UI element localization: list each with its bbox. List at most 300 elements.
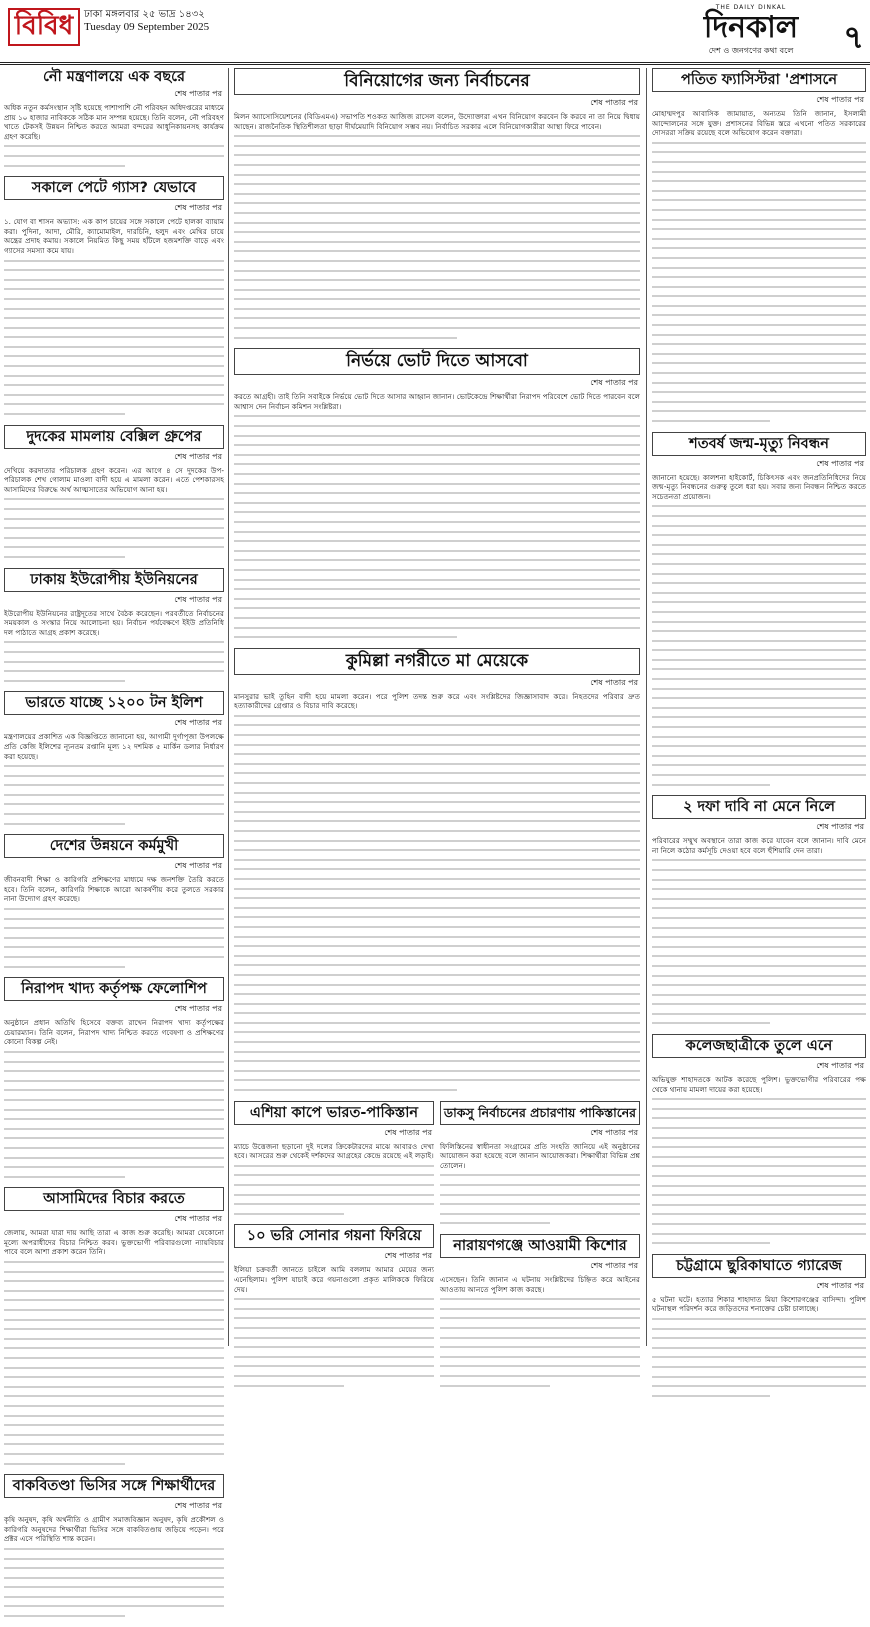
text-line: [234, 941, 640, 951]
text-line: [234, 980, 640, 990]
text-line: [652, 1161, 866, 1171]
text-filler: [652, 855, 866, 1028]
text-line: [4, 1267, 224, 1277]
text-line: [234, 546, 640, 556]
text-line: [234, 874, 640, 884]
text-line: [652, 1142, 866, 1152]
text-line: [652, 626, 866, 636]
text-line: [234, 912, 640, 922]
headline: বাকবিতণ্ডা ভিসির সঙ্গে শিক্ষার্থীদের: [4, 1474, 224, 1498]
text-line: [4, 952, 224, 962]
text-line: [652, 1113, 866, 1123]
text-line: [652, 1094, 866, 1104]
text-line: [652, 1200, 866, 1210]
continuation-label: শেষ পাতার পর: [816, 1061, 864, 1071]
text-filler: [4, 904, 224, 971]
text-line: [4, 1286, 224, 1296]
text-filler: [4, 1047, 224, 1181]
text-line: [4, 294, 224, 304]
text-line: [652, 1238, 770, 1248]
continuation-label: শেষ পাতার পর: [590, 677, 638, 687]
text-line: [234, 1047, 640, 1057]
headline: আসামিদের বিচার করতে: [4, 1187, 224, 1211]
text-line: [652, 215, 866, 225]
text-line: [440, 1294, 640, 1304]
text-line: [4, 1554, 224, 1564]
article-body: অনুষ্ঠানে প্রধান অতিথি হিসেবে বক্তব্য রাখেন নিরাপদ খাদ্য কর্তৃপক্ষের চেয়ারম্যান। তিনি বলেন, নিরাপদ খাদ্য নিশ্চিত করতে গবেষণা ও প্রশিক্ষণের কোনো বিকল্প নেই।: [4, 1018, 224, 1047]
text-line: [652, 1324, 866, 1334]
text-line: [234, 1342, 434, 1352]
text-line: [234, 1313, 434, 1323]
text-line: [4, 676, 125, 686]
text-line: [234, 421, 640, 431]
text-line: [234, 1075, 640, 1085]
continuation-label: শেষ পাতার পর: [174, 89, 222, 98]
text-line: [440, 1218, 550, 1228]
text-line: [234, 749, 640, 759]
text-line: [234, 333, 457, 343]
text-filler: [652, 1314, 866, 1400]
article-ctg: [652, 1254, 866, 1401]
text-line: [234, 1161, 434, 1171]
text-line: [234, 527, 640, 537]
text-line: [4, 1295, 224, 1305]
text-line: [652, 1391, 770, 1401]
text-line: [4, 1544, 224, 1554]
text-line: [234, 1190, 434, 1200]
headline: চট্টগ্রামে ছুরিকাঘাতে গ্যারেজ: [652, 1254, 866, 1278]
text-line: [234, 864, 640, 874]
text-line: [652, 282, 866, 292]
text-line: [234, 1294, 434, 1304]
text-line: [234, 1085, 457, 1095]
text-line: [4, 1459, 125, 1469]
continuation-label: শেষ পাতার পর: [384, 1251, 432, 1261]
text-line: [652, 732, 866, 742]
text-line: [652, 674, 866, 684]
headline: পতিত ফ্যাসিস্টরা 'প্রশাসনে: [652, 68, 866, 92]
text-line: [440, 1199, 640, 1209]
article-binioyog: [234, 68, 640, 342]
text-line: [652, 913, 866, 923]
continuation-label: শেষ পাতার পর: [384, 1127, 432, 1137]
article-body: জীবনবাদী শিক্ষা ও কারিগরি প্রশিক্ষণের মাধ্যমে দক্ষ জনশক্তি তৈরি করতে হবে। তিনি বলেন, কারিগরি শিক্ষাকে আরো আকর্ষণীয় করে তুলতে সরকার নানা উদ্যোগ গ্রহণ করেছে।: [4, 875, 224, 904]
article-body: কৃষি অনুষদ, কৃষি অর্থনীতি ও গ্রামীণ সমাজবিজ্ঞান অনুষদ, কৃষি প্রকৌশল ও কারিগরি অনুষদের শিক্ষার্থীরা ভিসির সঙ্গে বাকবিতণ্ডায় জড়িয়ে পড়েন। পরে প্রক্টর এসে পরিস্থিতি শান্ত করেন।: [4, 1515, 224, 1544]
text-line: [234, 150, 640, 160]
text-line: [652, 1314, 866, 1324]
text-line: [652, 358, 866, 368]
article-case: [4, 425, 224, 562]
masthead: [0, 0, 870, 65]
text-filler: [234, 411, 640, 641]
newspaper-logo: [676, 4, 826, 54]
text-line: [652, 578, 866, 588]
text-filler: [4, 256, 224, 419]
text-line: [4, 1047, 224, 1057]
text-filler: [440, 1294, 640, 1390]
text-line: [4, 1401, 224, 1411]
text-line: [4, 161, 125, 171]
article-body: দেখিয়ে করদাতার পরিচালক গ্রহণ করেন। এর আগে ৪ সে দুদকের উপ-পরিচালক শেখ গোলাম মাওলা বাদী হয়ে এ মামলা করেন। এতে পেশকারসহ আসামিদের বিরুদ্ধে অর্থ আত্মসাতের অভিযোগ আনা হয়।: [4, 465, 224, 494]
text-line: [4, 304, 224, 314]
article-food: [4, 977, 224, 1181]
text-line: [234, 565, 640, 575]
text-line: [234, 855, 640, 865]
text-line: [652, 224, 866, 234]
headline: নিরাপদ খাদ্য কর্তৃপক্ষ ফেলোশিপ: [4, 977, 224, 1001]
text-line: [234, 922, 640, 932]
text-line: [440, 1333, 640, 1343]
text-line: [4, 1095, 224, 1105]
text-line: [652, 147, 866, 157]
headline: ডাকসু নির্বাচনের প্রচারণায় পাকিস্তানের: [440, 1101, 640, 1125]
text-line: [4, 1334, 224, 1344]
text-line: [4, 819, 125, 829]
article-body: ইলিয়া চক্রবর্তী জানতে চাইলে আমি বললাম আমার মেয়ের জন্য এনেছিলাম। পুলিশ যাচাই করে গয়নাগুলো প্রকৃত মালিককে ফিরিয়ে দেয়।: [234, 1265, 434, 1294]
text-line: [652, 310, 866, 320]
text-line: [440, 1180, 640, 1190]
headline: কুমিল্লা নগরীতে মা মেয়েকে: [234, 648, 640, 675]
text-line: [234, 227, 640, 237]
text-line: [652, 655, 866, 665]
text-line: [652, 339, 866, 349]
text-line: [652, 540, 866, 550]
text-line: [4, 1411, 224, 1421]
dateline: [84, 8, 234, 34]
text-line: [4, 1124, 224, 1134]
text-line: [234, 160, 640, 170]
text-line: [652, 243, 866, 253]
text-line: [652, 320, 866, 330]
headline: ঢাকায় ইউরোপীয় ইউনিয়নের: [4, 568, 224, 592]
text-line: [234, 836, 640, 846]
text-line: [4, 1076, 224, 1086]
text-line: [4, 1133, 224, 1143]
text-line: [652, 712, 866, 722]
text-line: [4, 1305, 224, 1315]
article-narayan: [440, 1234, 640, 1390]
text-line: [652, 1372, 866, 1382]
text-line: [440, 1361, 640, 1371]
text-line: [234, 768, 640, 778]
article-body: জেলায়, আমরা যারা দায় আছি তারা এ কাজ শুরু করেছি। আমরা যেকোনো মূল্যে অপরাধীদের বিচার নিশ্চিত করব। ভুক্তভোগী পরিবারগুলো ন্যায়বিচার পাবে বলে আশা প্রকাশ করেন তিনি।: [4, 1228, 224, 1257]
text-line: [652, 272, 866, 282]
text-line: [652, 951, 866, 961]
article-body: ফিলিস্তিনের স্বাধীনতা সংগ্রামের প্রতি সংহতি জানিয়ে এই অনুষ্ঠানের আয়োজন করা হয়েছে বলে জানান আয়োজকরা। শিক্ষার্থীরা বিভিন্ন প্রশ্ন তোলেন।: [440, 1141, 640, 1170]
text-line: [4, 904, 224, 914]
text-line: [234, 613, 640, 623]
headline: বিনিয়োগের জন্য নির্বাচনের: [234, 68, 640, 95]
text-line: [234, 536, 640, 546]
text-line: [652, 378, 866, 388]
text-line: [4, 1430, 224, 1440]
text-line: [234, 517, 640, 527]
continuation-label: শেষ পাতার পর: [174, 1214, 222, 1224]
text-line: [234, 459, 640, 469]
text-line: [652, 693, 866, 703]
text-line: [4, 771, 224, 781]
section-logo: বিবিধ: [8, 8, 80, 46]
continuation-label: শেষ পাতার পর: [174, 861, 222, 871]
text-line: [4, 1372, 224, 1382]
text-line: [4, 799, 224, 809]
text-line: [4, 1563, 224, 1573]
text-line: [652, 703, 866, 713]
text-filler: [4, 141, 224, 170]
text-line: [652, 397, 866, 407]
text-line: [4, 380, 224, 390]
text-line: [4, 1573, 224, 1583]
text-line: [652, 894, 866, 904]
text-line: [652, 559, 866, 569]
text-line: [234, 1352, 434, 1362]
text-line: [4, 371, 224, 381]
article-dhaka-eu: [4, 568, 224, 686]
text-line: [652, 1104, 866, 1114]
text-line: [234, 1180, 434, 1190]
text-line: [4, 942, 224, 952]
date-english: Tuesday 09 September 2025: [84, 21, 210, 33]
text-line: [234, 431, 640, 441]
article-body: অভিযুক্ত শাহাদতকে আটক করেছে পুলিশ। ভুক্তভোগীর পরিবারের পক্ষ থেকে থানায় মামলা দায়ের করা হয়েছে।: [652, 1075, 866, 1094]
headline: ভারতে যাচ্ছে ১২০০ টন ইলিশ: [4, 691, 224, 715]
continuation-label: শেষ পাতার পর: [174, 1501, 222, 1511]
article-gold: [234, 1224, 434, 1390]
headline: ২ দফা দাবি না মেনে নিলে: [652, 795, 866, 819]
text-line: [652, 780, 770, 790]
text-line: [234, 411, 640, 421]
text-line: [4, 1085, 224, 1095]
text-line: [234, 623, 640, 633]
text-line: [652, 903, 866, 913]
left-column: [4, 68, 224, 1627]
text-line: [234, 323, 640, 333]
text-line: [234, 1066, 640, 1076]
text-line: [4, 1449, 224, 1459]
article-nirbhoy: [234, 348, 640, 641]
text-line: [4, 761, 224, 771]
article-body: মন্ত্রণালয়ের প্রকাশিত এক বিজ্ঞপ্তিতে জানানো হয়, আগামী দুর্গাপূজা উপলক্ষে প্রতি কেজি ইলিশের ন্যূনতম রপ্তানি মূল্য ১২ দশমিক ৫ মার্কিন ডলার নির্ধারণ করা হয়েছে।: [4, 732, 224, 761]
text-line: [4, 494, 224, 504]
text-line: [234, 632, 457, 642]
article-nou: [4, 68, 224, 170]
text-line: [4, 351, 224, 361]
right-column: [652, 68, 866, 1406]
article-body: মানসুরার ভাই তুহিন বাদী হয়ে মামলা করেন। পরে পুলিশ তদন্ত শুরু করে এবং সংশ্লিষ্টদের জিজ্ঞাসাবাদ করে। নিহতদের পরিবার দ্রুত হত্যাকারীদের গ্রেপ্তার ও বিচার দাবি করেছে।: [234, 691, 640, 711]
text-line: [652, 980, 866, 990]
text-line: [652, 263, 866, 273]
article-hilsa: [4, 691, 224, 828]
text-line: [4, 1353, 224, 1363]
date-bangla: ঢাকা মঙ্গলবার ২৫ ভাদ্র ১৪৩২: [84, 9, 205, 20]
text-line: [234, 1323, 434, 1333]
text-line: [652, 770, 866, 780]
text-line: [652, 205, 866, 215]
text-line: [652, 645, 866, 655]
text-line: [4, 1066, 224, 1076]
article-gas: [4, 176, 224, 418]
text-line: [652, 751, 866, 761]
text-line: [652, 1171, 866, 1181]
text-line: [652, 549, 866, 559]
text-line: [4, 1143, 224, 1153]
text-filler: [234, 131, 640, 342]
article-college: [652, 1034, 866, 1248]
text-line: [652, 406, 866, 416]
text-line: [652, 1152, 866, 1162]
text-line: [4, 514, 224, 524]
text-line: [440, 1209, 640, 1219]
continuation-label: শেষ পাতার পর: [590, 98, 638, 107]
text-line: [234, 218, 640, 228]
text-line: [234, 807, 640, 817]
text-line: [234, 313, 640, 323]
text-line: [234, 208, 640, 218]
text-line: [652, 530, 866, 540]
text-filler: [4, 637, 224, 685]
article-doffa: [652, 795, 866, 1028]
text-line: [652, 1181, 866, 1191]
text-line: [234, 479, 640, 489]
headline: সকালে পেটে গ্যাস? যেভাবে: [4, 176, 224, 200]
text-line: [234, 507, 640, 517]
text-line: [652, 855, 866, 865]
text-line: [4, 780, 224, 790]
page-number: ৭: [843, 18, 864, 56]
text-filler: [440, 1170, 640, 1228]
text-line: [652, 511, 866, 521]
text-line: [4, 647, 224, 657]
text-line: [234, 285, 640, 295]
text-line: [4, 1420, 224, 1430]
text-line: [234, 778, 640, 788]
text-line: [652, 741, 866, 751]
article-body: অধিক নতুন কর্মসংস্থান সৃষ্টি হয়েছে পাশাপাশি নৌ পরিবহন অধিদপ্তরের মাধ্যমে প্রায় ১০ হাজার নাবিককে সঠিক মান সম্পন্ন হয়েছে। তিনি বলেন, নৌ পরিবহণ খাতে টেকসই উন্নয়ন নিশ্চিত করতে আমরা বন্দরের আধুনিকায়নসহ কার্যক্রম গ্রহণ করেছি।: [4, 103, 224, 141]
text-line: [4, 1363, 224, 1373]
text-line: [4, 1153, 224, 1163]
text-line: [652, 1209, 866, 1219]
text-line: [440, 1381, 550, 1391]
text-line: [440, 1190, 640, 1200]
text-line: [652, 416, 770, 426]
article-dakshu: [440, 1101, 640, 1228]
text-line: [234, 1304, 434, 1314]
headline: নির্ভয়ে ভোট দিতে আসবো: [234, 348, 640, 375]
text-line: [4, 265, 224, 275]
text-line: [4, 1172, 125, 1182]
text-line: [652, 597, 866, 607]
text-line: [234, 450, 640, 460]
text-line: [652, 760, 866, 770]
text-line: [4, 657, 224, 667]
text-line: [4, 1276, 224, 1286]
article-fascist: [652, 68, 866, 426]
article-asami: [4, 1187, 224, 1468]
text-line: [652, 234, 866, 244]
text-line: [652, 1352, 866, 1362]
text-line: [652, 1190, 866, 1200]
text-line: [4, 141, 224, 151]
text-line: [234, 1381, 344, 1391]
text-line: [652, 1229, 866, 1239]
article-body: মিলন অ্যাসোসিয়েশনের (বিডিএমএ) সভাপতি শওকত আজিজ রাসেল বলেন, উদ্যোক্তারা এখন বিনিয়োগ করবেন কি করবে না তা নিয়ে দ্বিধায় আছেন। রাজনৈতিক স্থিতিশীলতা ছাড়া দীর্ঘমেয়াদি বিনিয়োগ সম্ভব নয়। নির্বাচিত সরকার এলে বিনিয়োগকারীরা আস্থা ফিরে পাবেন।: [234, 112, 640, 131]
continuation-label: শেষ পাতার পর: [816, 1280, 864, 1290]
text-line: [234, 711, 640, 721]
text-line: [4, 1592, 224, 1602]
text-line: [652, 291, 866, 301]
continuation-label: শেষ পাতার পর: [816, 95, 864, 104]
text-line: [234, 440, 640, 450]
continuation-label: শেষ পাতার পর: [174, 1004, 222, 1014]
text-line: [652, 865, 866, 875]
text-line: [652, 990, 866, 1000]
text-line: [652, 607, 866, 617]
continuation-label: শেষ পাতার পর: [174, 451, 222, 461]
text-line: [4, 323, 224, 333]
text-line: [652, 195, 866, 205]
text-line: [234, 970, 640, 980]
text-line: [4, 313, 224, 323]
text-line: [652, 617, 866, 627]
text-line: [234, 1371, 434, 1381]
headline: নৌ মন্ত্রণালয়ে এক বছরে: [43, 69, 185, 85]
text-line: [234, 951, 640, 961]
text-line: [652, 1362, 866, 1372]
text-line: [652, 961, 866, 971]
article-body: করতে আগ্রহী। তাই তিনি সবাইকে নির্ভয়ে ভোট দিতে আসার আহ্বান জানান। ভোটকেন্দ্রে শিক্ষার্থীরা নিরাপদ পরিবেশে ভোট দিতে পারবেন বলে আশ্বাস দেন নির্বাচন কমিশন সংশ্লিষ্টরা।: [234, 392, 640, 411]
text-line: [234, 960, 640, 970]
headline: এশিয়া কাপে ভারত-পাকিস্তান: [234, 1101, 434, 1125]
text-line: [652, 1381, 866, 1391]
headline: শতবর্ষ জন্ম-মৃত্যু নিবন্ধন: [652, 432, 866, 456]
text-line: [234, 740, 640, 750]
text-line: [4, 1601, 224, 1611]
text-line: [4, 1324, 224, 1334]
text-filler: [652, 501, 866, 789]
text-line: [652, 301, 866, 311]
text-line: [234, 759, 640, 769]
text-line: [440, 1371, 640, 1381]
text-line: [234, 198, 640, 208]
text-line: [234, 1037, 640, 1047]
text-line: [652, 971, 866, 981]
text-line: [234, 816, 640, 826]
text-line: [4, 523, 224, 533]
text-line: [234, 1209, 344, 1219]
article-shatabarsha: [652, 432, 866, 790]
text-line: [4, 533, 224, 543]
brand-english: THE DAILY DINKAL: [715, 4, 787, 11]
text-filler: [652, 138, 866, 426]
text-line: [652, 253, 866, 263]
text-line: [652, 999, 866, 1009]
text-line: [4, 1057, 224, 1067]
text-line: [4, 284, 224, 294]
text-line: [4, 1391, 224, 1401]
text-line: [4, 1162, 224, 1172]
text-line: [4, 504, 224, 514]
text-filler: [234, 1161, 434, 1219]
text-line: [4, 637, 224, 647]
text-line: [4, 1114, 224, 1124]
text-line: [234, 575, 640, 585]
headline: নারায়ণগঞ্জে আওয়ামী কিশোর: [440, 1234, 640, 1258]
text-line: [440, 1313, 640, 1323]
text-line: [4, 275, 224, 285]
text-line: [652, 942, 866, 952]
text-line: [652, 138, 866, 148]
text-line: [652, 1123, 866, 1133]
